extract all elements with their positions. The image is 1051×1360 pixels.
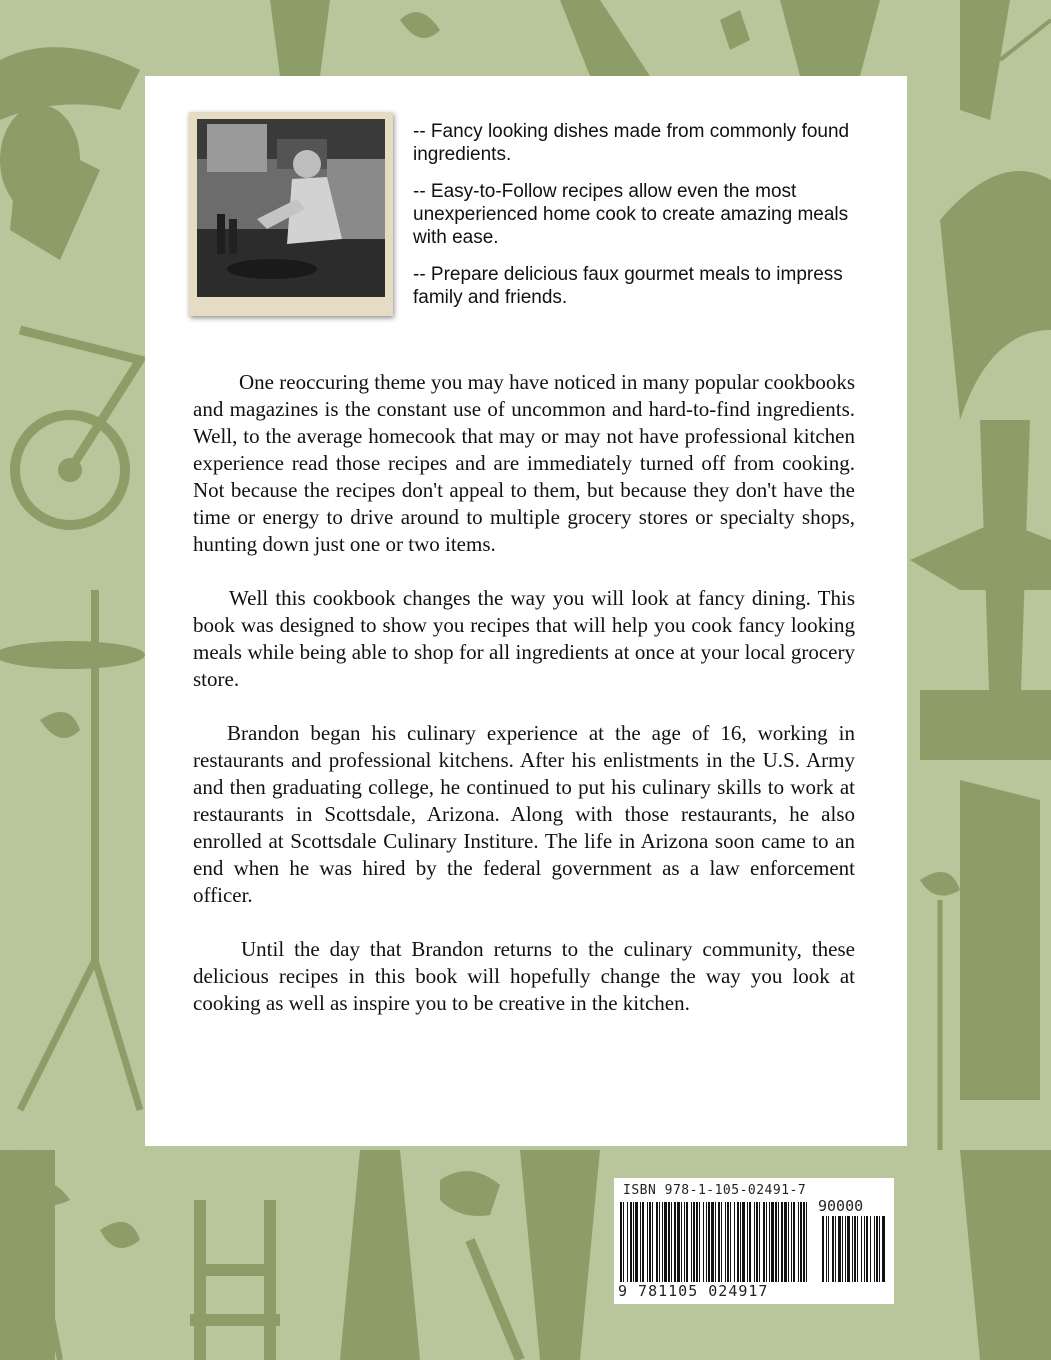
barcode-bar xyxy=(699,1202,700,1282)
barcode-bar xyxy=(793,1202,795,1282)
isbn-label: ISBN 978-1-105-02491-7 xyxy=(623,1183,807,1198)
bullet-item: -- Fancy looking dishes made from commonly found ingredients. xyxy=(413,121,850,165)
barcode-bar xyxy=(870,1216,871,1282)
barcode-bar xyxy=(740,1202,741,1282)
description-text xyxy=(193,369,855,1044)
barcode-bar xyxy=(737,1202,739,1282)
barcode-bar xyxy=(742,1202,745,1282)
barcode-bar xyxy=(847,1216,850,1282)
barcode-bar xyxy=(652,1202,653,1282)
barcode-bar xyxy=(756,1202,758,1282)
barcode-bar xyxy=(803,1202,805,1282)
barcode-bar xyxy=(806,1202,807,1282)
barcode-bar xyxy=(627,1202,628,1282)
barcode-bar xyxy=(734,1202,735,1282)
barcode-bar xyxy=(828,1216,829,1282)
barcode-bar xyxy=(861,1216,862,1282)
barcode-bar xyxy=(662,1202,663,1282)
barcode-bar xyxy=(822,1216,824,1282)
barcode-bar xyxy=(882,1216,885,1282)
ean-digits: 9 781105 024917 xyxy=(618,1282,769,1300)
barcode-bar xyxy=(706,1202,707,1282)
barcode-bar xyxy=(857,1216,858,1282)
barcode-bar xyxy=(838,1216,841,1282)
barcode-bar xyxy=(642,1202,644,1282)
barcode-bar xyxy=(842,1216,843,1282)
barcode-bar xyxy=(715,1202,716,1282)
barcode-bar xyxy=(721,1202,722,1282)
barcode-bar xyxy=(664,1202,667,1282)
barcode-bar xyxy=(771,1202,774,1282)
barcode-bar xyxy=(718,1202,720,1282)
chef-cooking-image xyxy=(197,119,385,297)
paragraph: Brandon began his culinary experience at the age of 16, working in restaurants and professional kitchens. After his enlistments in the U.S. Army and then graduating college, he continued to put his culinary skills to work at restaurants in Scottsdale, Arizona. Along with those restaurants, he also enrolled at Scottsdale Culinary Institure. The life in Arizona soon came to an end when he was hired by the federal government as a law enforcement officer. xyxy=(193,721,855,907)
barcode-bar xyxy=(668,1202,670,1282)
author-photo xyxy=(189,112,393,316)
barcode-bar xyxy=(835,1216,836,1282)
feature-bullets xyxy=(413,120,873,323)
barcode-bar xyxy=(874,1216,875,1282)
barcode-bar xyxy=(677,1202,680,1282)
bullet-item: -- Easy-to-Follow recipes allow even the most unexperienced home cook to create amazing meals with ease. xyxy=(413,181,849,248)
price-code: 90000 xyxy=(818,1197,864,1215)
barcode-bar xyxy=(703,1202,704,1282)
barcode-bar xyxy=(766,1202,767,1282)
barcode-bar xyxy=(684,1202,685,1282)
barcode-bar xyxy=(635,1202,638,1282)
barcode-bar xyxy=(800,1202,802,1282)
barcode-bar xyxy=(630,1202,632,1282)
barcode-bar xyxy=(686,1202,688,1282)
barcode-bar xyxy=(832,1216,834,1282)
barcode-bar xyxy=(845,1216,846,1282)
barcode-bar xyxy=(711,1202,714,1282)
barcode-bar xyxy=(620,1202,622,1282)
barcode-bar xyxy=(681,1202,682,1282)
barcode-bar xyxy=(866,1216,868,1282)
paragraph: Well this cookbook changes the way you will look at fancy dining. This book was designed to show you recipes that will help you cook fancy looking meals while being able to shop for all ingredients at once at your local grocery store. xyxy=(193,586,855,691)
barcode-bar xyxy=(778,1202,779,1282)
barcode-bar xyxy=(656,1202,658,1282)
barcode-bar xyxy=(633,1202,634,1282)
barcode-bar xyxy=(852,1216,853,1282)
barcode-bar xyxy=(763,1202,765,1282)
barcode-bar xyxy=(691,1202,692,1282)
barcode-bar xyxy=(659,1202,660,1282)
barcode-bar xyxy=(696,1202,698,1282)
paragraph: Until the day that Brandon returns to the culinary community, these delicious recipes in this book will hopefully change the way you look at cooking as well as inspire you to be creative in the kitchen. xyxy=(193,937,855,1015)
barcode-bars xyxy=(620,1202,888,1282)
barcode-bar xyxy=(747,1202,748,1282)
barcode-bar xyxy=(708,1202,710,1282)
barcode-bar xyxy=(759,1202,760,1282)
barcode-bar xyxy=(671,1202,672,1282)
barcode-bar xyxy=(781,1202,783,1282)
barcode-bar xyxy=(647,1202,648,1282)
barcode-bar xyxy=(623,1202,624,1282)
barcode-bar xyxy=(798,1202,799,1282)
barcode-bar xyxy=(826,1216,827,1282)
barcode-bar xyxy=(640,1202,641,1282)
barcode-bar xyxy=(725,1202,726,1282)
bullet-item: -- Prepare delicious faux gourmet meals to impress family and friends. xyxy=(413,264,843,308)
barcode-bar xyxy=(769,1202,770,1282)
barcode-bar xyxy=(754,1202,755,1282)
barcode-bar xyxy=(879,1216,880,1282)
barcode-bar xyxy=(693,1202,695,1282)
barcode-bar xyxy=(854,1216,856,1282)
back-cover-panel xyxy=(145,76,907,1146)
barcode-bar xyxy=(674,1202,676,1282)
barcode-bar xyxy=(727,1202,729,1282)
barcode-bar xyxy=(788,1202,789,1282)
isbn-barcode xyxy=(614,1178,894,1304)
barcode-bar xyxy=(730,1202,731,1282)
barcode-bar xyxy=(864,1216,865,1282)
barcode-bar xyxy=(784,1202,787,1282)
paragraph: One reoccuring theme you may have noticed in many popular cookbooks and magazines is the constant use of uncommon and hard-to-find ingredients. Well, to the average homecook that may or may not have professional kitchen experience read those recipes and are immediately turned off from cooking. Not because the recipes don't appeal to them, but because they don't have the time or energy to drive around to multiple grocery stores or specialty shops, hunting down just one or two items. xyxy=(193,370,855,556)
barcode-bar xyxy=(791,1202,792,1282)
barcode-bar xyxy=(749,1202,751,1282)
barcode-bar xyxy=(876,1216,878,1282)
barcode-bar xyxy=(775,1202,777,1282)
barcode-bar xyxy=(649,1202,651,1282)
